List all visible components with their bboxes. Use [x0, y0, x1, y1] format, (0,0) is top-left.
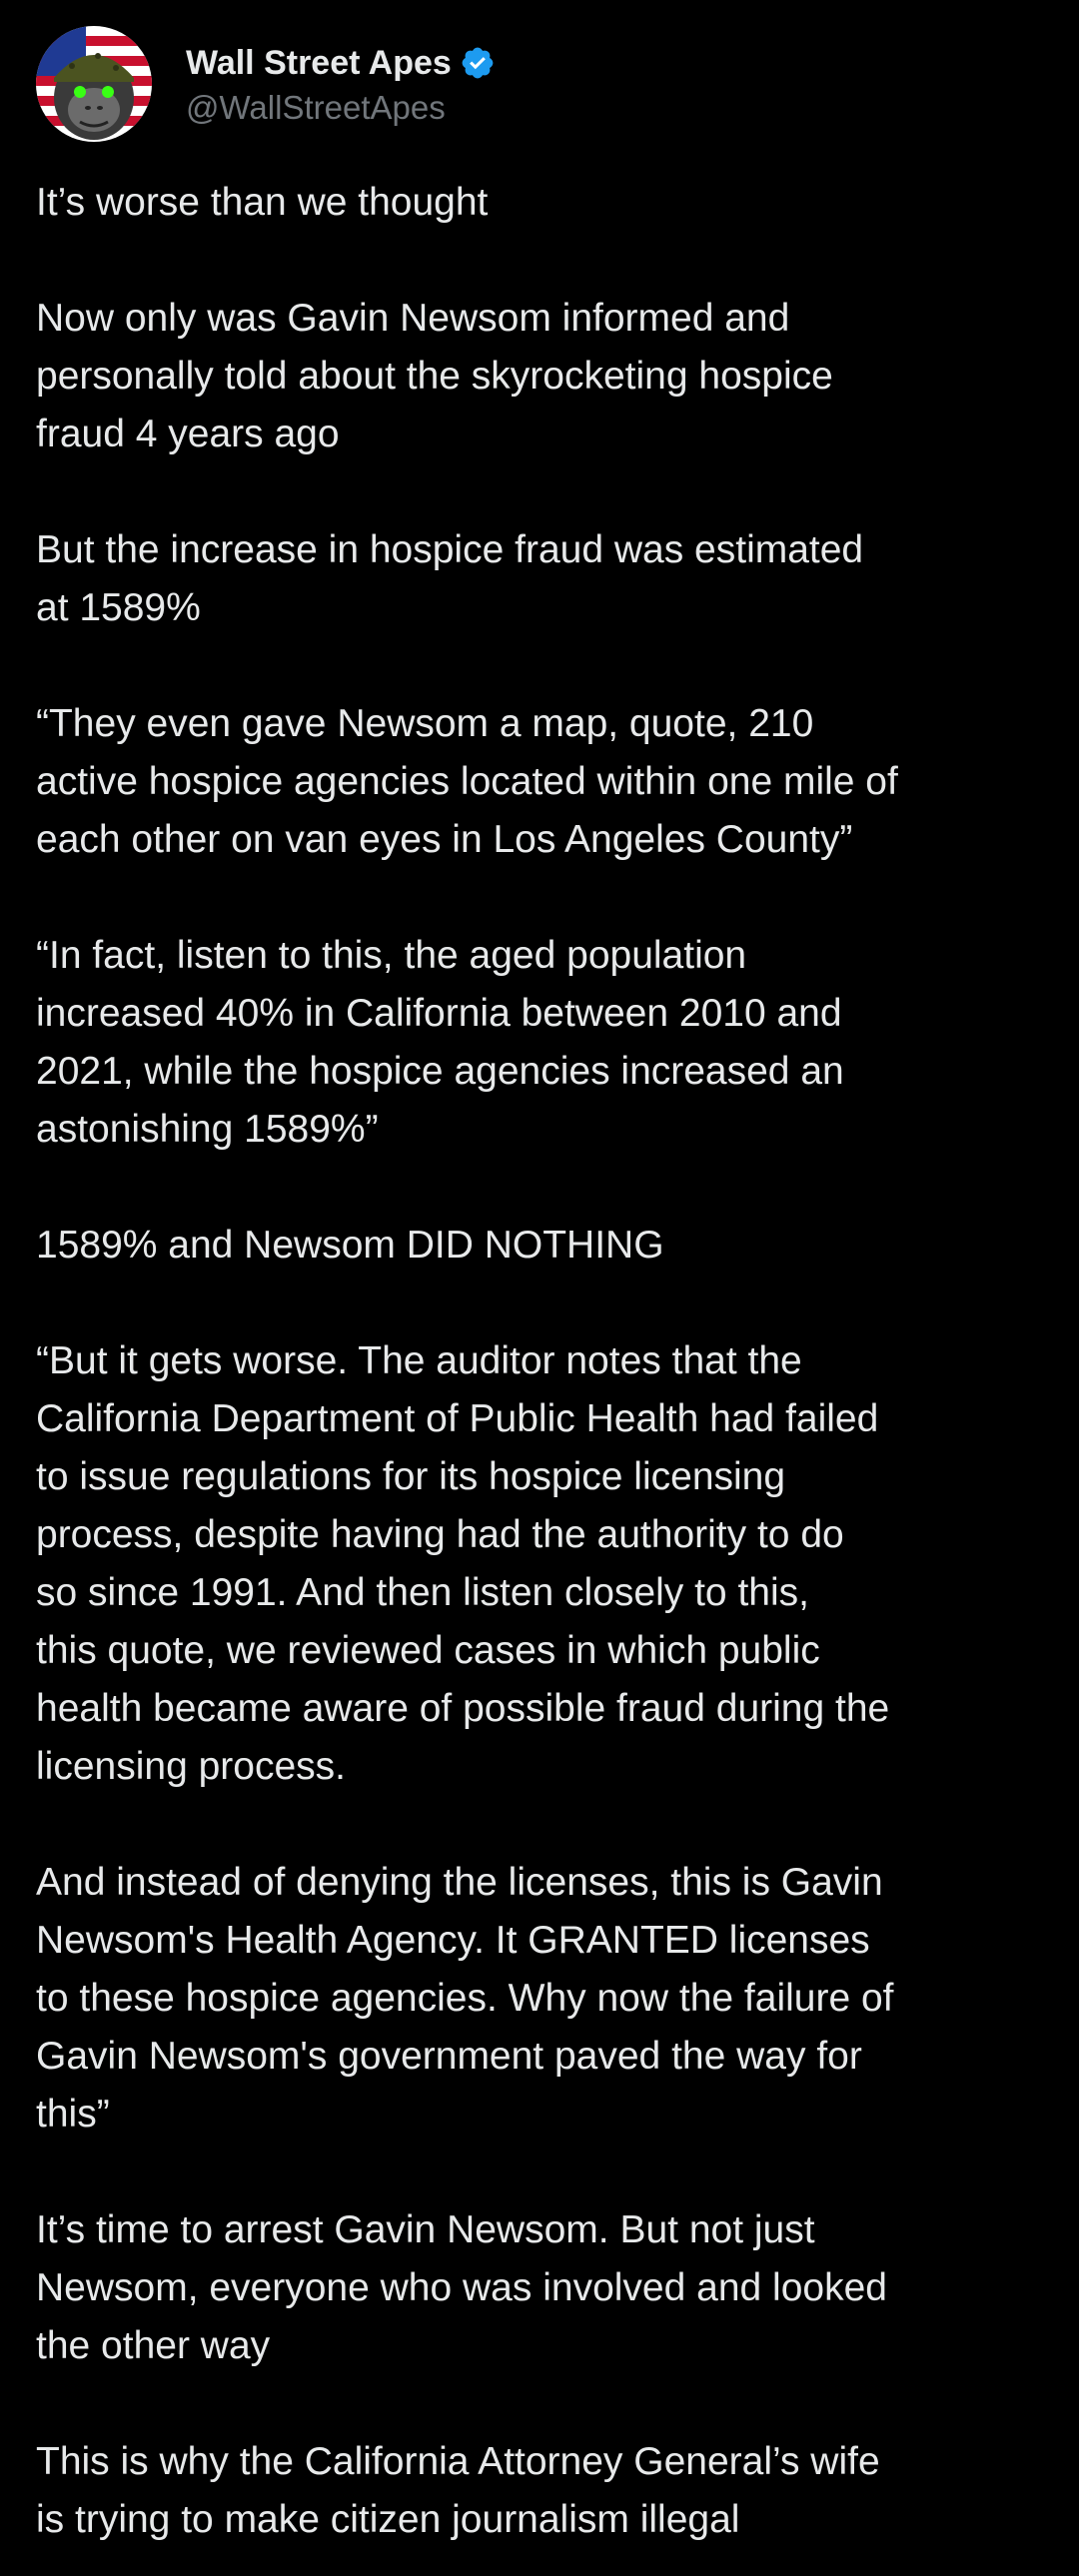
handle[interactable]: @WallStreetApes [186, 89, 446, 126]
post-paragraph: And instead of denying the licenses, this is Gavin Newsom's Health Agency. It GRANTED licenses to these hospice agencies. Why now the failure of Gavin Newsom's government paved the way for this” [36, 1861, 894, 2136]
post-paragraph: But the increase in hospice fraud was estimated at 1589% [36, 528, 864, 629]
post-paragraph: This is why the California Attorney General’s wife is trying to make citizen journalism illegal [36, 2440, 880, 2541]
post-header [36, 26, 1043, 142]
post-paragraph: Now only was Gavin Newsom informed and personally told about the skyrocketing hospice fraud 4 years ago [36, 297, 833, 455]
author-names [186, 41, 496, 127]
post-paragraph: “They even gave Newsom a map, quote, 210 active hospice agencies located within one mile of each other on van eyes in Los Angeles County” [36, 702, 898, 861]
post-paragraph: “In fact, listen to this, the aged population increased 40% in California between 2010 and 2021, while the hospice agencies increased an astonishing 1589%” [36, 934, 844, 1151]
post-paragraph: It’s time to arrest Gavin Newsom. But not just Newsom, everyone who was involved and looked the other way [36, 2208, 887, 2367]
gorilla-soldier-avatar-icon[interactable] [36, 26, 152, 142]
post-paragraph: It’s worse than we thought [36, 181, 489, 224]
verified-badge-icon [460, 45, 496, 81]
display-name-row [186, 41, 496, 85]
post-text [36, 174, 1043, 2549]
post-paragraph: “But it gets worse. The auditor notes that the California Department of Public Health had failed to issue regulations for its hospice licensing process, despite having had the authority to do so since 1991. And then listen closely to this, this quote, we reviewed cases in which public health became aware of possible fraud during the licensing process. [36, 1339, 890, 1788]
display-name[interactable]: Wall Street Apes [186, 43, 452, 82]
post-paragraph: 1589% and Newsom DID NOTHING [36, 1224, 664, 1267]
